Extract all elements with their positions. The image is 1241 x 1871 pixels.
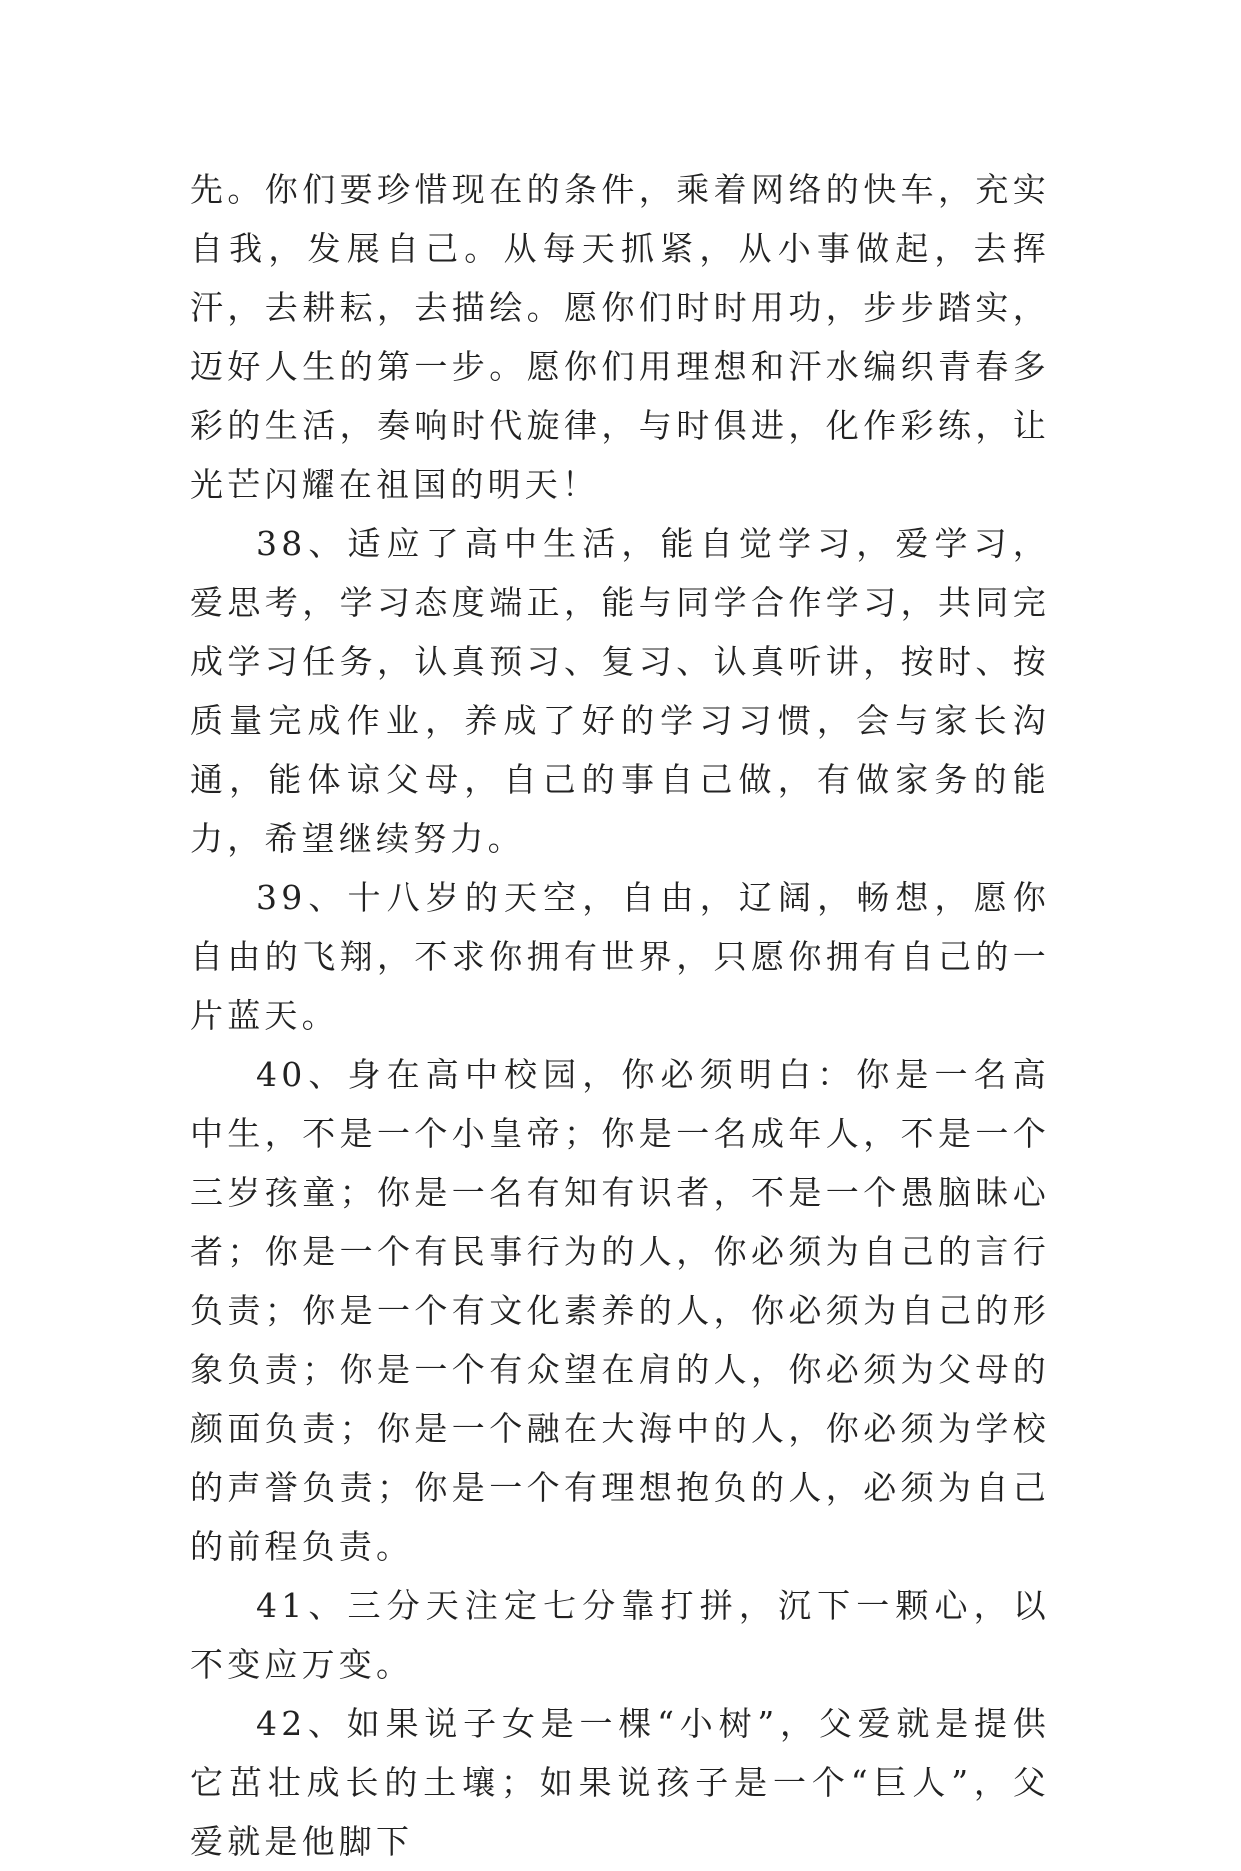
paragraph-41: 41、三分天注定七分靠打拼，沉下一颗心，以不变应万变。: [190, 1586, 1050, 1684]
paragraph-continued: 先。你们要珍惜现在的条件，乘着网络的快车，充实自我，发展自己。从每天抓紧，从小事做起，去挥汗，去耕耘，去描绘。愿你们时时用功，步步踏实，迈好人生的第一步。愿你们用理想和汗水编织青春多彩的生活，奏响时代旋律，与时俱进，化作彩练，让光芒闪耀在祖国的明天！: [190, 170, 1050, 504]
paragraph-39: 39、十八岁的天空，自由，辽阔，畅想，愿你自由的飞翔，不求你拥有世界，只愿你拥有自己的一片蓝天。: [190, 878, 1050, 1035]
paragraph-38: 38、适应了高中生活，能自觉学习，爱学习，爱思考，学习态度端正，能与同学合作学习，共同完成学习任务，认真预习、复习、认真听讲，按时、按质量完成作业，养成了好的学习习惯，会与家长沟通，能体谅父母，自己的事自己做，有做家务的能力，希望继续努力。: [190, 524, 1050, 858]
paragraph-42: 42、如果说子女是一棵“小树”，父爱就是提供它茁壮成长的土壤；如果说孩子是一个“巨人”，父爱就是他脚下: [190, 1704, 1050, 1861]
body-text: [190, 160, 1050, 1871]
paragraph-40: 40、身在高中校园，你必须明白：你是一名高中生，不是一个小皇帝；你是一名成年人，不是一个三岁孩童；你是一名有知有识者，不是一个愚脑昧心者；你是一个有民事行为的人，你必须为自己的言行负责；你是一个有文化素养的人，你必须为自己的形象负责；你是一个有众望在肩的人，你必须为父母的颜面负责；你是一个融在大海中的人，你必须为学校的声誉负责；你是一个有理想抱负的人，必须为自己的前程负责。: [190, 1055, 1050, 1566]
